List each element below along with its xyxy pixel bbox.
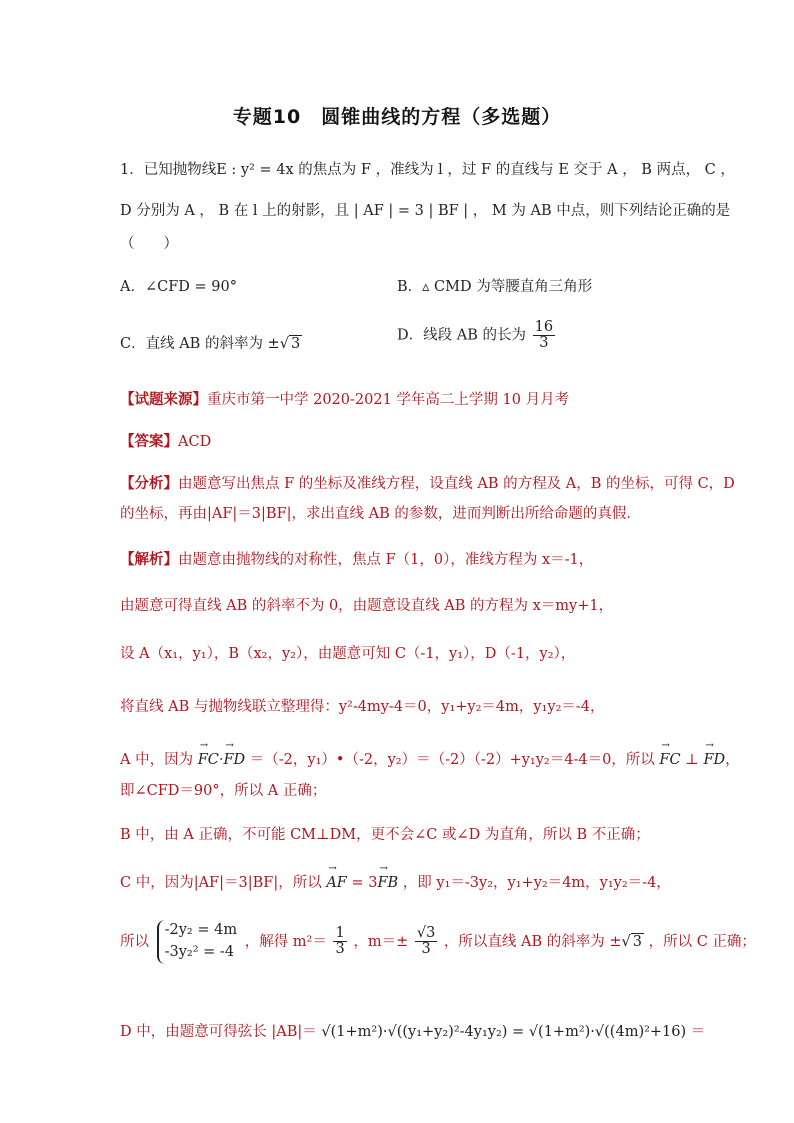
solution-line-4: 将直线 AB 与抛物线联立整理得：y²-4my-4＝0，y₁+y₂＝4m，y₁y₂＝-4， — [120, 699, 605, 715]
solution-line-9: 所以 -2y₂ = 4m -3y₂² = -4 ，解得 m²＝ $\frac{1}{3}$ ，m＝± $\frac{√3}{3}$ ，所以直线 AB 的斜率为 ±√ 3 ，所以 C 正确； — [120, 920, 756, 964]
solution-line-5: A 中，因为 → FC·→ FD ＝（-2，y₁）•（-2，y₂）＝（-2）（-2）+y₁y₂＝4-4＝0，所以 → FC ⊥ → FD， — [120, 748, 740, 769]
m-value-fraction: $\frac{√3}{3}$ — [416, 925, 436, 958]
option-c-radicand: 3 — [290, 336, 301, 352]
answer-line — [120, 430, 211, 451]
answer-text: ACD — [178, 434, 212, 450]
source-line — [120, 388, 569, 409]
answer-label: 【答案】 — [120, 433, 178, 450]
solution-line-6: 即∠CFD＝90°，所以 A 正确； — [120, 783, 327, 799]
option-c-text: C．直线 AB 的斜率为 ± — [120, 336, 280, 352]
source-text: 重庆市第一中学 2020-2021 学年高二上学期 10 月月考 — [207, 392, 570, 408]
question-line-3: （ ） — [120, 236, 178, 252]
solution-line-1: 【解析】由题意由抛物线的对称性，焦点 F（1，0），准线方程为 x＝-1， — [120, 551, 594, 568]
solution-line-7: B 中，由 A 正确，不可能 CM⊥DM，更不会∠C 或∠D 为直角，所以 B 不正确； — [120, 827, 650, 843]
chord-expression-2: √(1+m²)·√((4m)²+16) — [528, 1024, 687, 1040]
analysis-label: 【分析】 — [120, 475, 178, 492]
source-label: 【试题来源】 — [120, 391, 207, 408]
option-d-text: D．线段 AB 的长为 — [397, 327, 526, 344]
option-d — [397, 320, 557, 351]
solution-label: 【解析】 — [120, 551, 178, 568]
page-title: 专题10 圆锥曲线的方程（多选题） — [232, 106, 562, 128]
option-b: B．▵ CMD 为等腰直角三角形 — [397, 279, 593, 295]
analysis-line-1: 【分析】由题意写出焦点 F 的坐标及准线方程，设直线 AB 的方程及 A，B 的坐标，可得 C，D — [120, 475, 735, 492]
option-c: C．直线 AB 的斜率为 ±√ 3 — [120, 336, 301, 352]
equation-system: -2y₂ = 4m -3y₂² = -4 — [157, 920, 237, 964]
question-line-1: 1．已知抛物线E : y² = 4x 的焦点为 F ，准线为 l ，过 F 的直线与 E 交于 A ， B 两点， C ， — [120, 162, 735, 178]
analysis-line-2: 的坐标，再由|AF|＝3|BF|，求出直线 AB 的参数，进而判断出所给命题的真假． — [120, 506, 641, 522]
solution-line-3: 设 A（x₁，y₁），B（x₂，y₂），由题意可知 C（-1，y₁），D（-1，y₂）， — [120, 646, 576, 662]
solution-line-8: C 中，因为|AF|＝3|BF|，所以 → AF = 3→ FB ，即 y₁＝-3y₂，y₁+y₂＝4m，y₁y₂＝-4， — [120, 871, 671, 892]
chord-expression-1: √(1+m²)·√((y₁+y₂)²-4y₁y₂) — [321, 1024, 508, 1040]
solution-line-10: D 中，由题意可得弦长 |AB|＝ √(1+m²)·√((y₁+y₂)²-4y₁y₂) = √(1+m²)·√((4m)²+16) ＝ — [120, 1024, 706, 1040]
option-a: A．∠CFD = 90° — [120, 279, 237, 295]
option-d-fraction: $\frac{16}{3}$ — [534, 319, 554, 352]
m-squared-fraction: $\frac{1}{3}$ — [335, 925, 345, 958]
question-line-2: D 分别为 A ， B 在 l 上的射影，且 | AF | = 3 | BF | ， M 为 AB 中点，则下列结论正确的是 — [120, 203, 731, 219]
solution-line-2: 由题意可得直线 AB 的斜率不为 0，由题意设直线 AB 的方程为 x＝my+1， — [120, 598, 614, 614]
